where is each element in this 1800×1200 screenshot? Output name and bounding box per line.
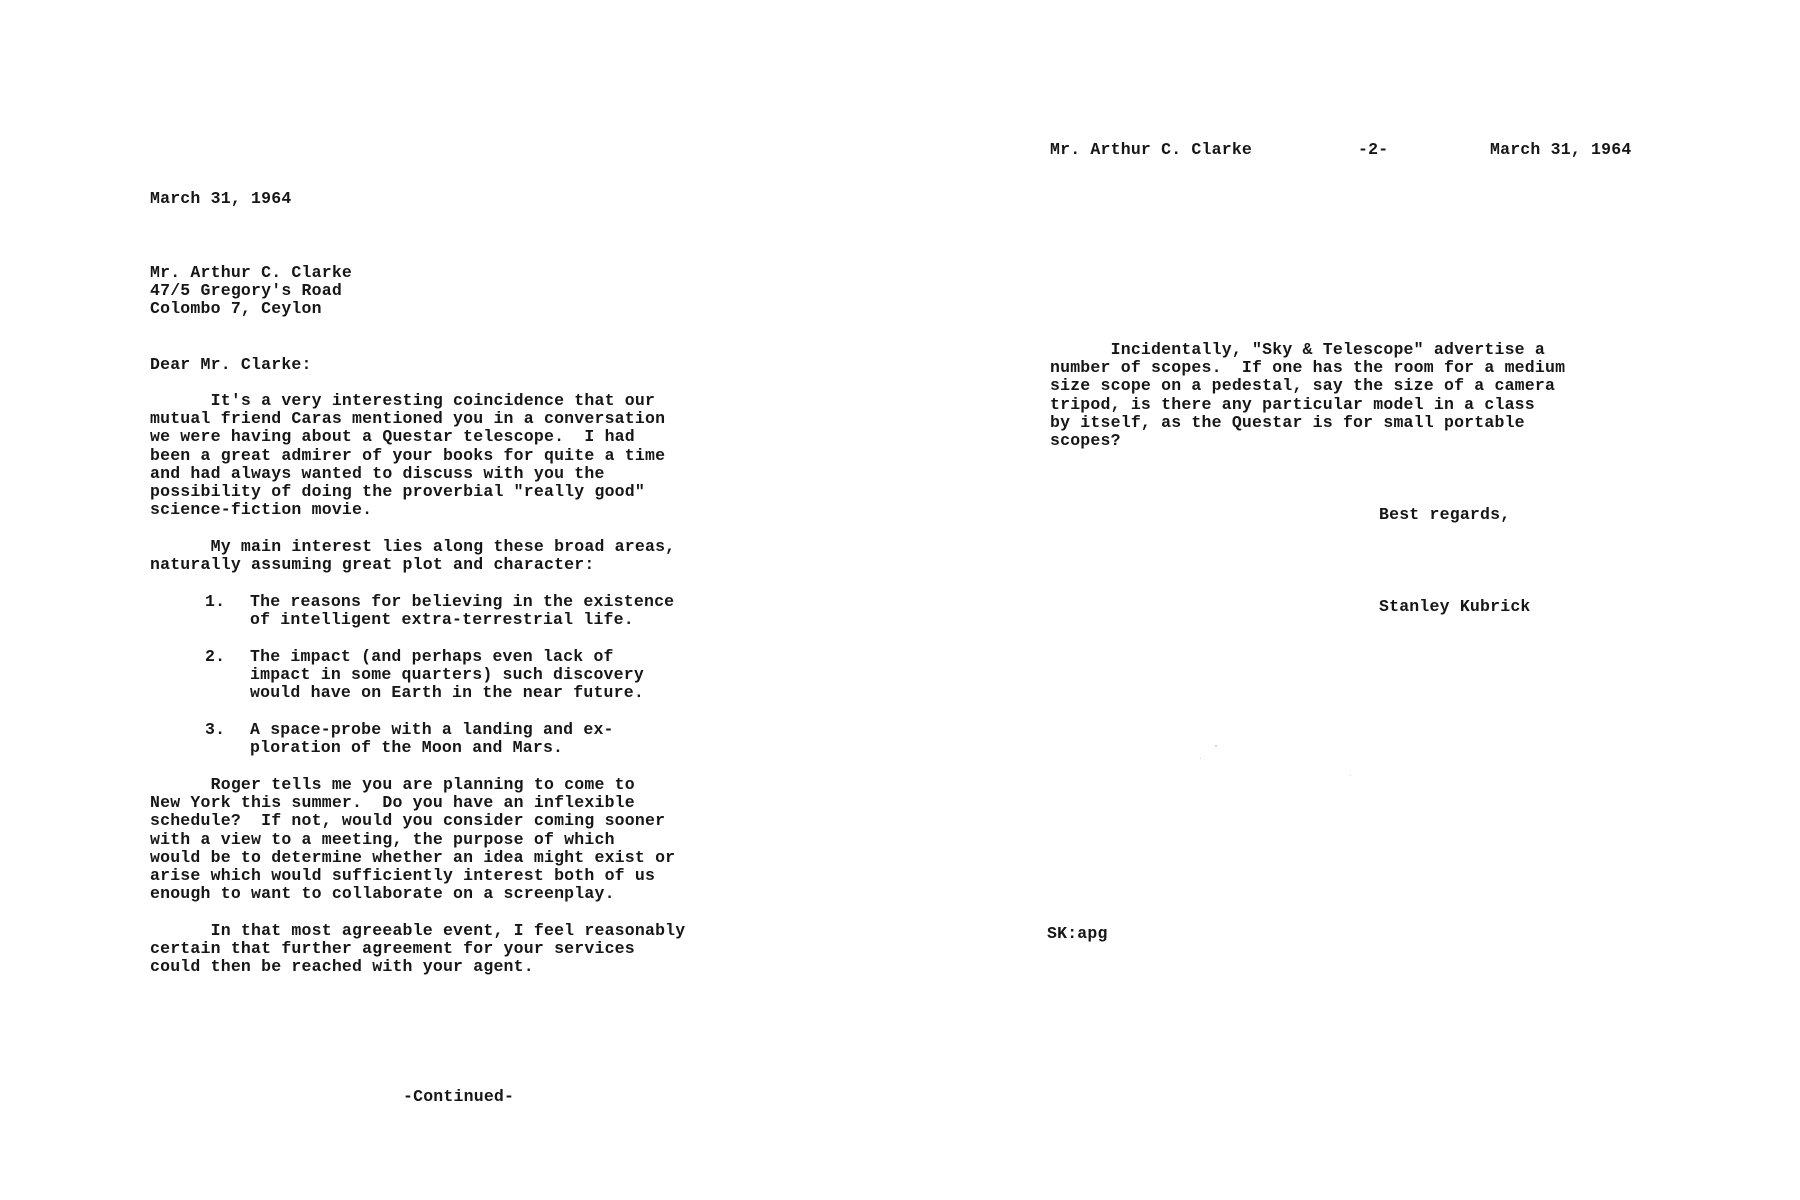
continued-marker: -Continued- [403,1087,515,1106]
header-date: March 31, 1964 [1490,140,1632,159]
body-paragraph-1: Incidentally, "Sky & Telescope" advertise a number of scopes. If one has the room for a medium size scope on a pedestal, say the size of a camera tripod, is there any particular model in a class by itself, as the Questar is for small portable scopes? [1050,340,1566,451]
header-recipient: Mr. Arthur C. Clarke [1050,140,1253,159]
body-paragraph-1: It's a very interesting coincidence that our mutual friend Caras mentioned you in a conversation we were having about a Questar telescope. I had been a great admirer of your books for quite a time and had always wanted to discuss with you the possibility of doing the proverbial "really good" science-fiction movie. [150,391,666,520]
salutation: Dear Mr. Clarke: [150,355,312,374]
page-number: -2- [1358,140,1389,159]
letter-date: March 31, 1964 [150,189,292,208]
typist-initials: SK:apg [1047,924,1108,943]
address-line-3: Colombo 7, Ceylon [150,299,322,318]
list-item-text: A space-probe with a landing and ex- ploration of the Moon and Mars. [250,720,614,758]
list-item-text: The impact (and perhaps even lack of impact in some quarters) such discovery would have on Earth in the near future. [250,647,644,703]
list-item-text: The reasons for believing in the existence of intelligent extra-terrestrial life. [250,592,675,630]
scan-speck [1200,758,1201,759]
list-item-number: 2. [205,647,226,666]
address-line-1: Mr. Arthur C. Clarke [150,263,353,282]
body-paragraph-4: In that most agreeable event, I feel reasonably certain that further agreement for your services could then be reached with your agent. [150,921,686,977]
scan-speck [1350,775,1351,776]
signature-name: Stanley Kubrick [1379,597,1531,616]
list-item-number: 3. [205,720,226,739]
body-paragraph-3: Roger tells me you are planning to come to New York this summer. Do you have an inflexible schedule? If not, would you consider coming sooner with a view to a meeting, the purpose of which would be to determine whether an idea might exist or arise which would sufficiently interest both of us enough to want to collaborate on a screenplay. [150,775,676,904]
address-line-2: 47/5 Gregory's Road [150,281,342,300]
body-paragraph-2: My main interest lies along these broad areas, naturally assuming great plot and character: [150,537,676,575]
letter-page-2 [900,0,1800,1200]
scan-speck [1215,745,1217,747]
list-item-number: 1. [205,592,226,611]
closing: Best regards, [1379,505,1511,524]
